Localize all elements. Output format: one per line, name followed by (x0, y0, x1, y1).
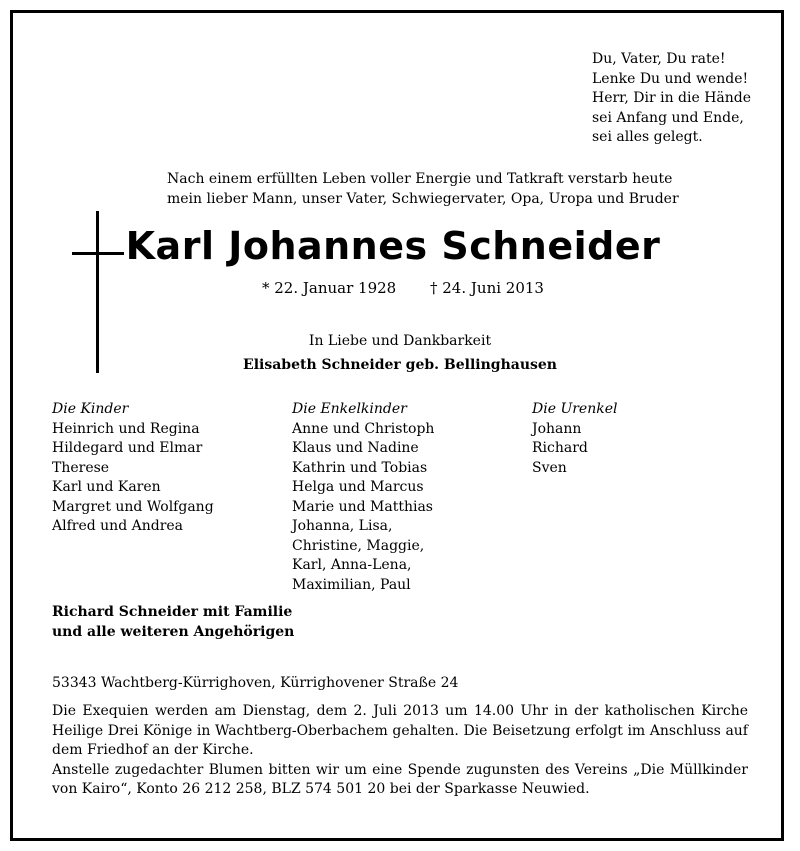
death-date: † 24. Juni 2013 (430, 279, 544, 297)
list-item: Alfred und Andrea (52, 518, 184, 534)
deceased-name: Karl Johannes Schneider (125, 224, 661, 268)
list-item: Kathrin und Tobias (292, 459, 428, 476)
poem-line: Lenke Du und wende! (592, 70, 749, 87)
list-item: Anne und Christoph (292, 420, 435, 437)
intro-line: Nach einem erfüllten Leben voller Energie und Tatkraft verstarb heute (167, 171, 673, 187)
poem-line: sei Anfang und Ende, (592, 109, 744, 126)
grandchildren-column (292, 400, 434, 595)
family-line: und alle weiteren Angehörigen (52, 623, 295, 640)
list-item: Hildegard und Elmar (52, 440, 203, 456)
list-item: Margret und Wolfgang (52, 498, 214, 515)
intro-text (167, 170, 679, 209)
column-heading: Die Kinder (52, 401, 129, 417)
list-item: Heinrich und Regina (52, 420, 200, 437)
poem-line: sei alles gelegt. (592, 129, 703, 145)
details-paragraph: Die Exequien werden am Dienstag, dem 2. Juli 2013 um 14.00 Uhr in der katholischen Kirche Heilige Drei Könige in Wachtberg-Oberbachem gehalten. Die Beisetzung erfolgt im Anschluss auf dem Friedhof an der Kirche. (52, 703, 748, 758)
children-column (52, 400, 214, 537)
list-item: Klaus und Nadine (292, 440, 419, 456)
family-line: Richard Schneider mit Familie (52, 604, 293, 620)
widow-name: Elisabeth Schneider geb. Bellinghausen (243, 357, 557, 373)
list-item: Maximilian, Paul (292, 576, 411, 593)
birth-date: * 22. Januar 1928 (262, 279, 397, 297)
list-item: Johanna, Lisa, (292, 518, 393, 534)
list-item: Marie und Matthias (292, 498, 433, 515)
list-item: Richard (532, 440, 588, 456)
column-heading: Die Enkelkinder (292, 401, 407, 417)
list-item: Christine, Maggie, (292, 537, 425, 554)
poem-block (592, 50, 751, 148)
funeral-details (52, 702, 748, 800)
intro-line: mein lieber Mann, unser Vater, Schwiegervater, Opa, Uropa und Bruder (167, 190, 679, 207)
great-grandchildren-column (532, 400, 617, 478)
list-item: Therese (52, 459, 110, 476)
list-item: Sven (532, 459, 567, 476)
details-paragraph: Anstelle zugedachter Blumen bitten wir um eine Spende zugunsten des Vereins „Die Müllkinder von Kairo“, Konto 26 212 258, BLZ 574 501 20 bei der Sparkasse Neuwied. (52, 761, 748, 797)
list-item: Karl und Karen (52, 479, 161, 495)
family-block (52, 603, 294, 642)
list-item: Johann (532, 420, 582, 437)
list-item: Karl, Anna-Lena, (292, 557, 412, 573)
love-line: In Liebe und Dankbarkeit (308, 333, 492, 349)
address-line: 53343 Wachtberg-Kürrighoven, Kürrighovener Straße 24 (52, 675, 459, 691)
column-heading: Die Urenkel (532, 401, 618, 417)
poem-line: Herr, Dir in die Hände (592, 90, 752, 106)
list-item: Helga und Marcus (292, 479, 424, 495)
poem-line: Du, Vater, Du rate! (592, 51, 726, 67)
